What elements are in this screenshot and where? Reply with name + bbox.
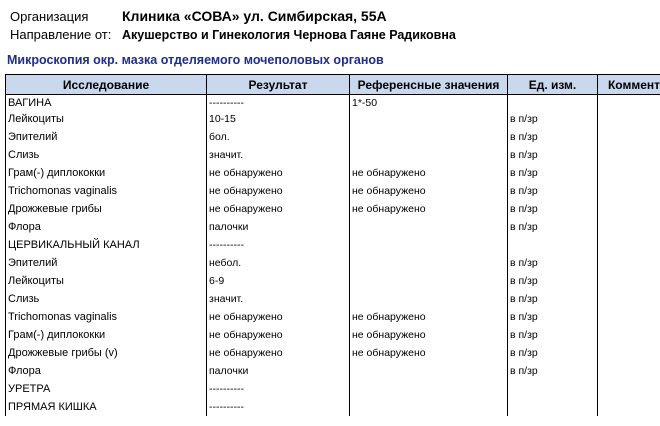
cell-comment bbox=[598, 218, 660, 236]
cell-unit: в п/зр bbox=[508, 128, 598, 146]
cell-unit: в п/зр bbox=[508, 344, 598, 362]
table-row bbox=[6, 380, 660, 398]
cell-test: Дрожжевые грибы bbox=[6, 200, 207, 218]
cell-comment bbox=[598, 164, 660, 182]
cell-unit bbox=[508, 380, 598, 398]
cell-reference bbox=[350, 236, 508, 254]
cell-result: палочки bbox=[207, 362, 350, 380]
column-header-comment: Коммент bbox=[598, 75, 660, 95]
referral-label: Направление от: bbox=[10, 27, 112, 42]
table-row bbox=[6, 254, 660, 272]
cell-unit bbox=[508, 236, 598, 254]
cell-result: 10-15 bbox=[207, 110, 350, 128]
cell-test: Флора bbox=[6, 218, 207, 236]
section-title: Микроскопия окр. мазка отделяемого мочеполовых органов bbox=[7, 53, 384, 67]
table-row bbox=[6, 326, 660, 344]
cell-reference bbox=[350, 146, 508, 164]
cell-unit: в п/зр bbox=[508, 272, 598, 290]
results-table bbox=[5, 74, 660, 416]
cell-comment bbox=[598, 326, 660, 344]
cell-test: УРЕТРА bbox=[6, 380, 207, 398]
cell-result: значит. bbox=[207, 290, 350, 308]
column-header-result: Результат bbox=[207, 75, 350, 95]
table-row bbox=[6, 398, 660, 416]
cell-reference: не обнаружено bbox=[350, 164, 508, 182]
table-header-row bbox=[6, 75, 660, 95]
cell-unit: в п/зр bbox=[508, 200, 598, 218]
organization-value: Клиника «СОВА» ул. Симбирская, 55А bbox=[122, 8, 387, 24]
cell-result: ---------- bbox=[207, 398, 350, 416]
cell-reference bbox=[350, 254, 508, 272]
cell-test: Trichomonas vaginalis bbox=[6, 182, 207, 200]
cell-reference bbox=[350, 128, 508, 146]
column-header-unit: Ед. изм. bbox=[508, 75, 598, 95]
cell-result: ---------- bbox=[207, 236, 350, 254]
table-row bbox=[6, 218, 660, 236]
cell-result: не обнаружено bbox=[207, 182, 350, 200]
cell-test: Лейкоциты bbox=[6, 110, 207, 128]
cell-result: не обнаружено bbox=[207, 308, 350, 326]
cell-reference bbox=[350, 272, 508, 290]
table-row bbox=[6, 308, 660, 326]
cell-unit: в п/зр bbox=[508, 146, 598, 164]
cell-reference: 1*-50 bbox=[350, 95, 508, 111]
referral-value: Акушерство и Гинекология Чернова Гаяне Радиковна bbox=[122, 28, 456, 42]
cell-comment bbox=[598, 128, 660, 146]
table-row bbox=[6, 272, 660, 290]
cell-result: не обнаружено bbox=[207, 164, 350, 182]
cell-test: Грам(-) диплококки bbox=[6, 326, 207, 344]
table-row bbox=[6, 236, 660, 254]
cell-reference: не обнаружено bbox=[350, 308, 508, 326]
cell-test: Слизь bbox=[6, 146, 207, 164]
cell-result: не обнаружено bbox=[207, 344, 350, 362]
cell-reference: не обнаружено bbox=[350, 326, 508, 344]
cell-comment bbox=[598, 290, 660, 308]
cell-test: Эпителий bbox=[6, 128, 207, 146]
referral-line bbox=[0, 27, 456, 42]
cell-unit: в п/зр bbox=[508, 326, 598, 344]
table-row bbox=[6, 146, 660, 164]
cell-unit: в п/зр bbox=[508, 218, 598, 236]
table-row bbox=[6, 95, 660, 111]
table-row bbox=[6, 200, 660, 218]
table-row bbox=[6, 344, 660, 362]
cell-unit: в п/зр bbox=[508, 164, 598, 182]
cell-reference bbox=[350, 218, 508, 236]
cell-test: ЦЕРВИКАЛЬНЫЙ КАНАЛ bbox=[6, 236, 207, 254]
cell-test: Флора bbox=[6, 362, 207, 380]
cell-result: не обнаружено bbox=[207, 326, 350, 344]
cell-unit: в п/зр bbox=[508, 290, 598, 308]
cell-reference bbox=[350, 398, 508, 416]
table-row bbox=[6, 362, 660, 380]
cell-result: палочки bbox=[207, 218, 350, 236]
cell-result: небол. bbox=[207, 254, 350, 272]
cell-test: ПРЯМАЯ КИШКА bbox=[6, 398, 207, 416]
cell-comment bbox=[598, 380, 660, 398]
column-header-reference: Референсные значения bbox=[350, 75, 508, 95]
cell-comment bbox=[598, 272, 660, 290]
cell-reference bbox=[350, 110, 508, 128]
table-body bbox=[6, 95, 660, 417]
cell-result: ---------- bbox=[207, 380, 350, 398]
table-row bbox=[6, 290, 660, 308]
cell-unit: в п/зр bbox=[508, 110, 598, 128]
cell-reference bbox=[350, 380, 508, 398]
cell-reference: не обнаружено bbox=[350, 344, 508, 362]
cell-test: Эпителий bbox=[6, 254, 207, 272]
cell-result: не обнаружено bbox=[207, 200, 350, 218]
cell-comment bbox=[598, 146, 660, 164]
cell-test: Слизь bbox=[6, 290, 207, 308]
cell-reference bbox=[350, 362, 508, 380]
cell-comment bbox=[598, 362, 660, 380]
cell-result: значит. bbox=[207, 146, 350, 164]
cell-comment bbox=[598, 95, 660, 111]
cell-comment bbox=[598, 308, 660, 326]
column-header-test: Исследование bbox=[6, 75, 207, 95]
cell-unit: в п/зр bbox=[508, 254, 598, 272]
cell-comment bbox=[598, 344, 660, 362]
cell-comment bbox=[598, 254, 660, 272]
organization-label: Организация bbox=[10, 9, 89, 24]
cell-result: 6-9 bbox=[207, 272, 350, 290]
cell-comment bbox=[598, 200, 660, 218]
cell-unit bbox=[508, 95, 598, 111]
cell-result: бол. bbox=[207, 128, 350, 146]
table-row bbox=[6, 128, 660, 146]
cell-comment bbox=[598, 398, 660, 416]
cell-reference: не обнаружено bbox=[350, 200, 508, 218]
cell-unit bbox=[508, 398, 598, 416]
table-row bbox=[6, 182, 660, 200]
cell-test: Дрожжевые грибы (v) bbox=[6, 344, 207, 362]
table-row bbox=[6, 164, 660, 182]
cell-unit: в п/зр bbox=[508, 362, 598, 380]
cell-comment bbox=[598, 182, 660, 200]
organization-line bbox=[0, 8, 387, 24]
table-row bbox=[6, 110, 660, 128]
cell-unit: в п/зр bbox=[508, 182, 598, 200]
cell-reference bbox=[350, 290, 508, 308]
cell-comment bbox=[598, 110, 660, 128]
cell-test: Грам(-) диплококки bbox=[6, 164, 207, 182]
cell-test: Trichomonas vaginalis bbox=[6, 308, 207, 326]
cell-comment bbox=[598, 236, 660, 254]
cell-result: ---------- bbox=[207, 95, 350, 111]
cell-test: Лейкоциты bbox=[6, 272, 207, 290]
cell-test: ВАГИНА bbox=[6, 95, 207, 111]
cell-unit: в п/зр bbox=[508, 308, 598, 326]
cell-reference: не обнаружено bbox=[350, 182, 508, 200]
